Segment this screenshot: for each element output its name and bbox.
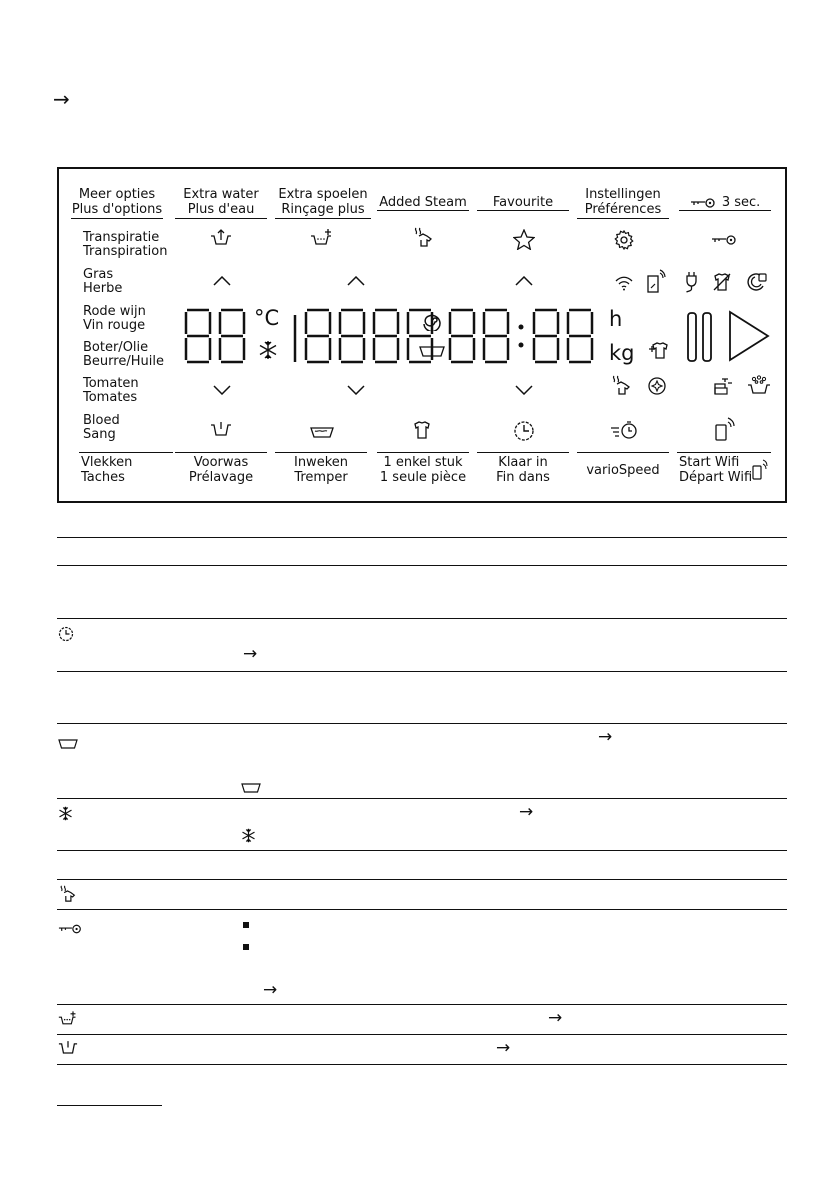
prewash-icon: [58, 1040, 78, 1059]
tub-plus-icon: [310, 228, 334, 246]
footnote-divider: [57, 1105, 162, 1106]
footer-finish-in: Klaar in Fin dans: [477, 452, 569, 485]
stain-blood: Bloed Sang: [83, 413, 120, 442]
header-added-steam: [377, 195, 469, 211]
table-arrow: →: [263, 980, 278, 1000]
header-added-steam-label: Added Steam: [377, 195, 469, 211]
hours-unit: h: [609, 307, 623, 331]
steam-shirt-icon: [412, 227, 434, 247]
footer-prewash: Voorwas Prélavage: [175, 452, 267, 485]
stain-butter-oil: Boter/Olie Beurre/Huile: [83, 340, 164, 369]
speed-timer-icon: [610, 420, 640, 440]
header-extra-water: [175, 187, 267, 219]
wifi-phone-icon: [752, 459, 768, 481]
gear-icon: [614, 230, 634, 250]
snowflake-icon: [241, 828, 256, 847]
header-extra-rinse-nl: Extra spoelen: [278, 187, 368, 202]
chevron-up-icon[interactable]: [347, 276, 365, 286]
snowflake-icon: [58, 806, 73, 825]
header-more-options-nl: Meer opties: [78, 187, 156, 202]
table-arrow: →: [598, 727, 613, 747]
table-arrow: →: [243, 644, 258, 664]
table-rule: [57, 565, 787, 566]
footer-start-wifi: Start Wifi Départ Wifi: [677, 452, 771, 485]
clock-icon: [58, 626, 74, 646]
header-settings: [577, 187, 669, 219]
table-arrow: →: [496, 1038, 511, 1058]
key-icon: [58, 919, 84, 938]
header-more-options-fr: Plus d'options: [71, 202, 163, 217]
header-favourite: [477, 195, 569, 211]
header-key-lock-wrap: [679, 195, 771, 211]
shirt-crossed-icon: [712, 272, 732, 292]
snowflake-icon: [258, 340, 278, 360]
tub-plus-icon: [58, 1010, 78, 1030]
chevron-down-icon[interactable]: [213, 385, 231, 395]
star-icon: [513, 229, 535, 250]
temperature-unit: °C: [254, 306, 280, 330]
prewash-icon: [210, 421, 232, 437]
table-rule: [57, 1004, 787, 1005]
header-extra-water-fr: Plus d'eau: [175, 202, 267, 219]
pause-icon[interactable]: [687, 312, 713, 362]
table-rule: [57, 850, 787, 851]
tub-bubbles-icon: [747, 375, 771, 395]
phone-remote-icon: [714, 417, 736, 441]
chevron-down-icon[interactable]: [515, 385, 533, 395]
weight-unit: kg: [609, 341, 635, 365]
stain-red-wine: Rode wijn Vin rouge: [83, 304, 146, 333]
list-bullet: [243, 922, 249, 928]
shirt-icon: [412, 420, 432, 440]
stain-tomato: Tomaten Tomates: [83, 376, 139, 405]
control-panel-diagram: [57, 167, 787, 503]
chevron-up-icon[interactable]: [213, 276, 231, 286]
clean-timer-icon: [647, 376, 667, 396]
table-rule: [57, 798, 787, 799]
header-extra-rinse-fr: Rinçage plus: [275, 202, 371, 219]
key-icon: [690, 198, 718, 208]
table-rule: [57, 671, 787, 672]
header-key-lock-label: 3 sec.: [721, 195, 761, 210]
chevron-down-icon[interactable]: [347, 385, 365, 395]
header-favourite-label: Favourite: [477, 195, 569, 211]
plug-icon: [683, 271, 699, 293]
drum-clean-icon: [746, 272, 768, 292]
table-rule: [57, 618, 787, 619]
key-icon: [711, 235, 739, 245]
clock-icon: [513, 420, 535, 442]
extra-water-icon: [210, 228, 232, 246]
table-arrow: →: [548, 1008, 563, 1028]
table-rule: [57, 1064, 787, 1065]
table-rule: [57, 909, 787, 910]
spin-icon: [422, 309, 444, 331]
chevron-up-icon[interactable]: [515, 276, 533, 286]
header-settings-nl: Instellingen: [585, 187, 661, 202]
tub-icon: [241, 778, 261, 797]
header-extra-water-nl: Extra water: [183, 187, 259, 202]
header-more-options: [71, 187, 163, 219]
stain-perspiration: Transpiratie Transpiration: [83, 230, 168, 259]
header-settings-fr: Préférences: [577, 202, 669, 219]
header-key-lock: [679, 195, 771, 211]
table-rule: [57, 879, 787, 880]
wifi-icon: [614, 275, 634, 291]
table-rule: [57, 723, 787, 724]
water-tap-icon: [713, 377, 735, 395]
shirt-plus-icon: [647, 340, 669, 360]
steam-shirt-icon: [58, 885, 77, 906]
footer-soak: Inweken Tremper: [275, 452, 367, 485]
intro-arrow: →: [53, 87, 70, 111]
table-rule: [57, 537, 787, 538]
list-bullet: [243, 944, 249, 950]
tub-icon: [58, 734, 78, 753]
remote-phone-icon: [646, 269, 666, 293]
table-rule: [57, 1034, 787, 1035]
play-icon[interactable]: [728, 310, 770, 362]
footer-variospeed: varioSpeed: [577, 452, 669, 485]
header-extra-rinse: [275, 187, 371, 219]
table-arrow: →: [519, 802, 534, 822]
steam-shirt-icon: [610, 375, 632, 395]
tub-icon: [419, 345, 445, 357]
footer-single-item: 1 enkel stuk 1 seule pièce: [377, 452, 469, 485]
time-digits: [447, 307, 607, 367]
footer-stains: Vlekken Taches: [79, 452, 173, 485]
soak-icon: [310, 426, 334, 438]
stain-grass: Gras Herbe: [83, 267, 123, 296]
